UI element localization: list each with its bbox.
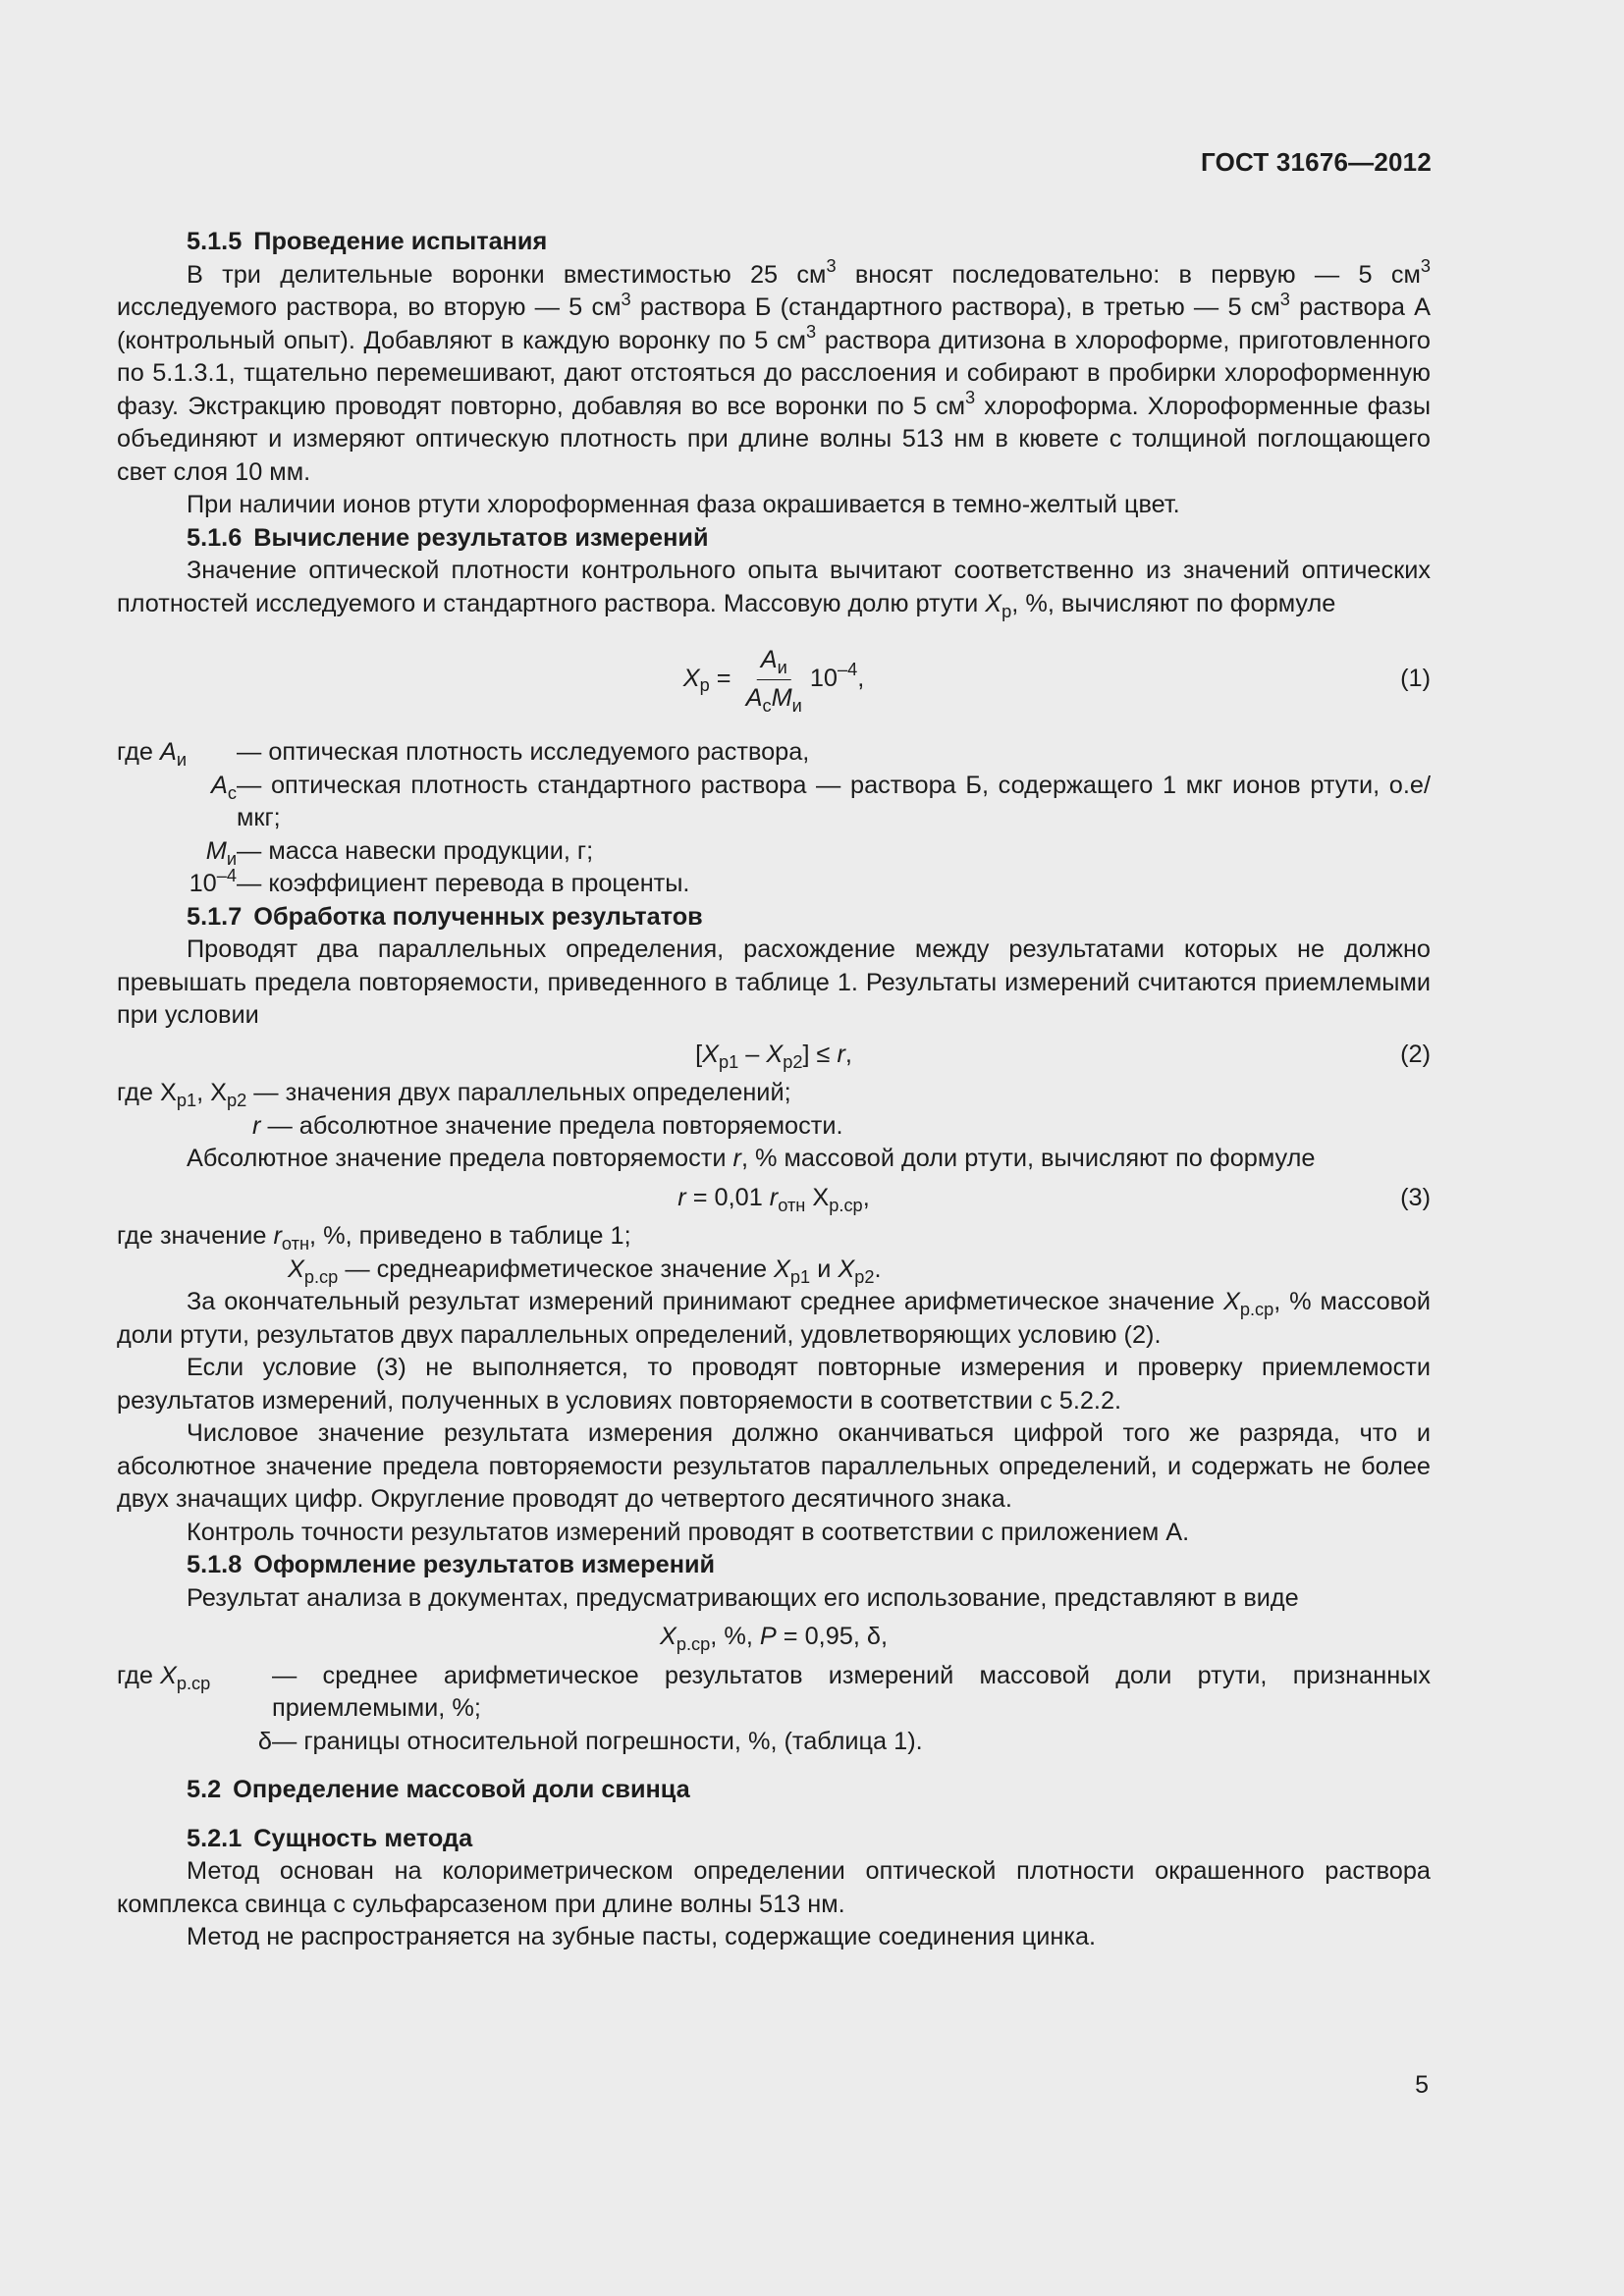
paragraph-procedure: В три делительные воронки вместимостью 25 $см^3$ вносят последовательно: в первую — 5 $см^3$ исследуемого раствора, во вторую — 5 $см^3$ раствора Б (стандартного раствора), в третью — 5 $см^3$ раствора А (контрольный опыт). Добавляют в каждую воронку по 5 $см^3$ раствора дитизона в хлороформе, приготовленного по 5.1.3.1, тщательно перемешивают, дают отстояться до расслоения и собирают в пробирки хлороформенную фазу. Экстракцию проводят повторно, добавляя во все воронки по 5 $см^3$ хлороформа. Хлороформенные фазы объединяют и измеряют оптическую плотность при длине волны 513 нм в кювете с толщиной поглощающего свет слоя 10 мм. [117, 256, 1432, 486]
paragraph-repeatability-limit: Абсолютное значение предела повторяемости r, % массовой доли ртути, вычисляют по формуле [187, 1145, 1316, 1172]
where-delta: δ — границы относительной погрешности, %, (таблица 1). [257, 1727, 923, 1755]
formula-result-format: $X_{р.ср}$, %, P = 0,95, δ, [659, 1623, 888, 1655]
paragraph-parallel-determinations: Проводят два параллельных определения, расхождение между результатами которых не должно превышать предела повторяемости, приведенного в таблице 1. Результаты измерений считаются приемлемыми при условии [117, 935, 1431, 1029]
section-heading-5-1-7: 5.1.7 Обработка полученных результатов [187, 902, 703, 931]
where-item-a-c-text: — оптическая плотность стандартного раствора — раствора Б, содержащего 1 мкг ионов ртути, о.е/мкг; [237, 771, 1431, 831]
paragraph-mercury-color: При наличии ионов ртути хлороформенная фаза окрашивается в темно-желтый цвет. [187, 491, 1180, 518]
where-item-m-i: $M_и$ — масса навески продукции, г; [205, 836, 594, 869]
formula-2-number: (2) [1400, 1040, 1431, 1068]
where-item-factor: $10^{-4}$ — коэффициент перевода в проценты. [189, 865, 690, 897]
where-r: r — абсолютное значение предела повторяемости. [252, 1111, 843, 1140]
section-heading-5-1-6: 5.1.6 Вычисление результатов измерений [187, 523, 709, 552]
paragraph-method-principle: Метод основан на колориметрическом определении оптической плотности окрашенного раствора комплекса свинца с сульфарсазеном при длине волны 513 нм. [117, 1857, 1431, 1918]
paragraph-final-result: За окончательный результат измерений принимают среднее арифметическое значение $X_{р.ср}$, % массовой доли ртути, результатов двух параллельных определений, удовлетворяющих условию (2). [117, 1288, 1432, 1349]
formula-1-fraction: $\frac{A_и}{A_сM_и}$ [745, 646, 802, 716]
where-r-otn: где значение $r_{отн}$, %, приведено в таблице 1; [117, 1222, 631, 1255]
where-x-mean: $X_{р.ср}$ — среднеарифметическое значение $X_{р1}$ и $X_{р2}$. [288, 1255, 882, 1287]
where-xp1-xp2: где $X_{р1}$, $X_{р2}$ — значения двух параллельных определений; [117, 1079, 791, 1111]
formula-1-number: (1) [1400, 665, 1431, 692]
section-heading-5-1-5: 5.1.5 Проведение испытания [187, 228, 548, 255]
where-item-a-i: где $A_и$ — оптическая плотность исследуемого раствора, [117, 738, 810, 771]
where-x-mean-result: где $X_{р.ср}$ — среднее арифметическое результатов измерений массовой доли ртути, признанных приемлемыми, %; [117, 1661, 1431, 1722]
where-item-a-c: $A_с$ — оптическая плотность стандартного раствора — раствора Б, содержащего 1 мкг ионов ртути, о.е/мкг; [117, 770, 1431, 835]
paragraph-result-format: Результат анализа в документах, предусматривающих его использование, представляют в виде [187, 1583, 1299, 1612]
page-number: 5 [1415, 2071, 1429, 2099]
document-standard-number: ГОСТ 31676—2012 [1201, 147, 1432, 177]
section-heading-5-1-8: 5.1.8 Оформление результатов измерений [187, 1551, 716, 1578]
formula-3: r = 0,01 $r_{отн}$ $X_{р.ср}$, (3) [677, 1183, 1431, 1215]
formula-1: X $_р$ = $\frac{A_и}{A_сM_и}$ 10 $^{-4}$ , (1) [682, 646, 1431, 716]
paragraph-calculation: Значение оптической плотности контрольного опыта вычитают соответственно из значений оптических плотностей исследуемого и стандартного раствора. Массовую долю ртути $X_р$, %, вычисляют по формуле [117, 557, 1431, 621]
paragraph-accuracy-control: Контроль точности результатов измерений проводят в соответствии с приложением А. [187, 1518, 1190, 1546]
section-heading-5-2-1: 5.2.1 Сущность метода [187, 1824, 473, 1852]
document-body [117, 226, 1431, 1954]
formula-3-number: (3) [1400, 1183, 1431, 1211]
paragraph-condition-not-met: Если условие (3) не выполняется, то проводят повторные измерения и проверку приемлемости результатов измерений, полученных в условиях повторяемости в соответствии с 5.2.2. [117, 1354, 1431, 1415]
formula-2: $[X_{р1} - X_{р2}] \le r$, (2) [695, 1040, 1431, 1072]
paragraph-numeric-value: Числовое значение результата измерения должно оканчиваться цифрой того же разряда, что и абсолютное значение предела повторяемости результатов параллельных определений, и содержать не более двух значащих цифр. Округление проводят до четвертого десятичного знака. [117, 1419, 1431, 1513]
section-heading-5-2: 5.2 Определение массовой доли свинца [187, 1776, 690, 1803]
paragraph-method-limitation: Метод не распространяется на зубные пасты, содержащие соединения цинка. [187, 1923, 1097, 1950]
